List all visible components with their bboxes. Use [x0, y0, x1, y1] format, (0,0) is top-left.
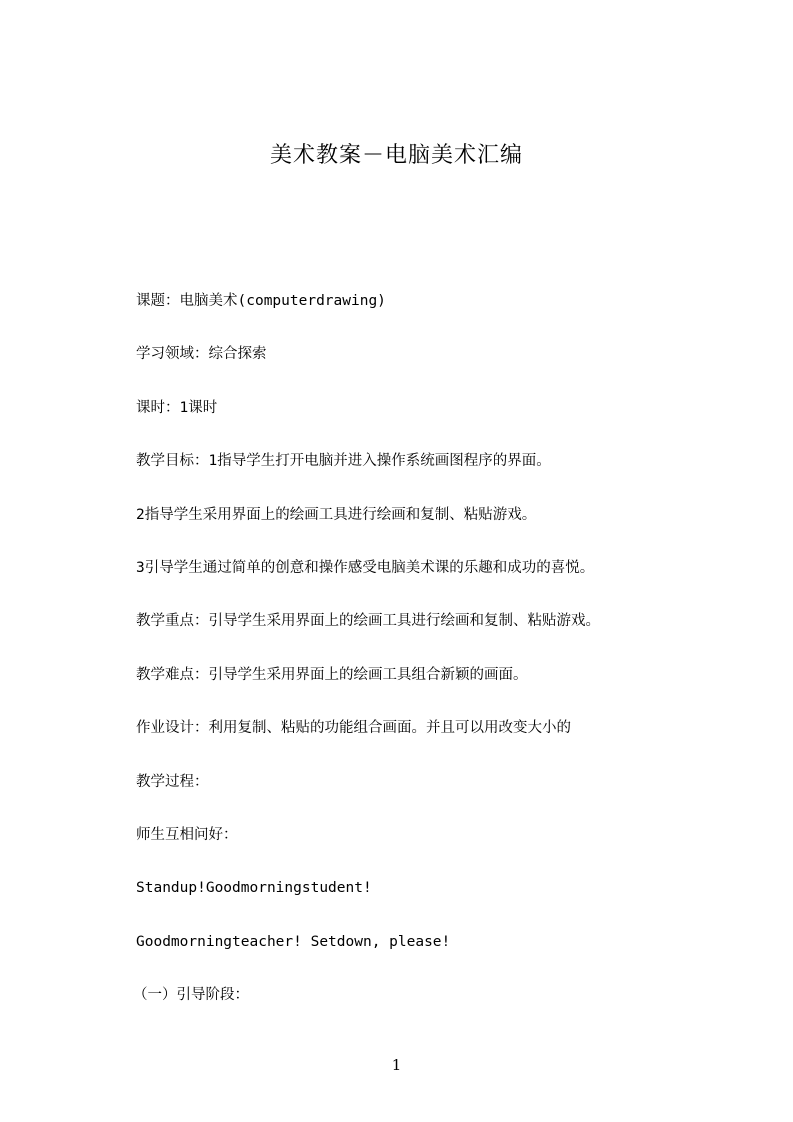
greeting-line-1: Standup!Goodmorningstudent!: [136, 880, 372, 896]
class-hours: 课时：1课时: [136, 400, 218, 416]
lesson-topic: 课题：电脑美术(computerdrawing): [136, 293, 386, 309]
teaching-goal-2: 2指导学生采用界面上的绘画工具进行绘画和复制、粘贴游戏。: [136, 507, 537, 523]
greeting-line-2: Goodmorningteacher! Setdown, please!: [136, 934, 451, 950]
teaching-goal-3: 3引导学生通过简单的创意和操作感受电脑美术课的乐趣和成功的喜悦。: [136, 560, 595, 576]
document-title: 美术教案－电脑美术汇编: [269, 143, 523, 168]
teaching-goal-1: 教学目标：1指导学生打开电脑并进入操作系统画图程序的界面。: [136, 453, 551, 469]
greeting-heading: 师生互相问好：: [136, 827, 238, 843]
learning-domain: 学习领域：综合探索: [136, 346, 267, 362]
teaching-process-heading: 教学过程：: [136, 774, 209, 790]
teaching-focus: 教学重点：引导学生采用界面上的绘画工具进行绘画和复制、粘贴游戏。: [136, 613, 600, 629]
teaching-difficulty: 教学难点：引导学生采用界面上的绘画工具组合新颖的画面。: [136, 667, 528, 683]
guidance-stage-heading: （一）引导阶段：: [133, 987, 249, 1003]
page-number: 1: [391, 1056, 402, 1074]
homework-design: 作业设计：利用复制、粘贴的功能组合画面。并且可以用改变大小的: [136, 720, 571, 736]
